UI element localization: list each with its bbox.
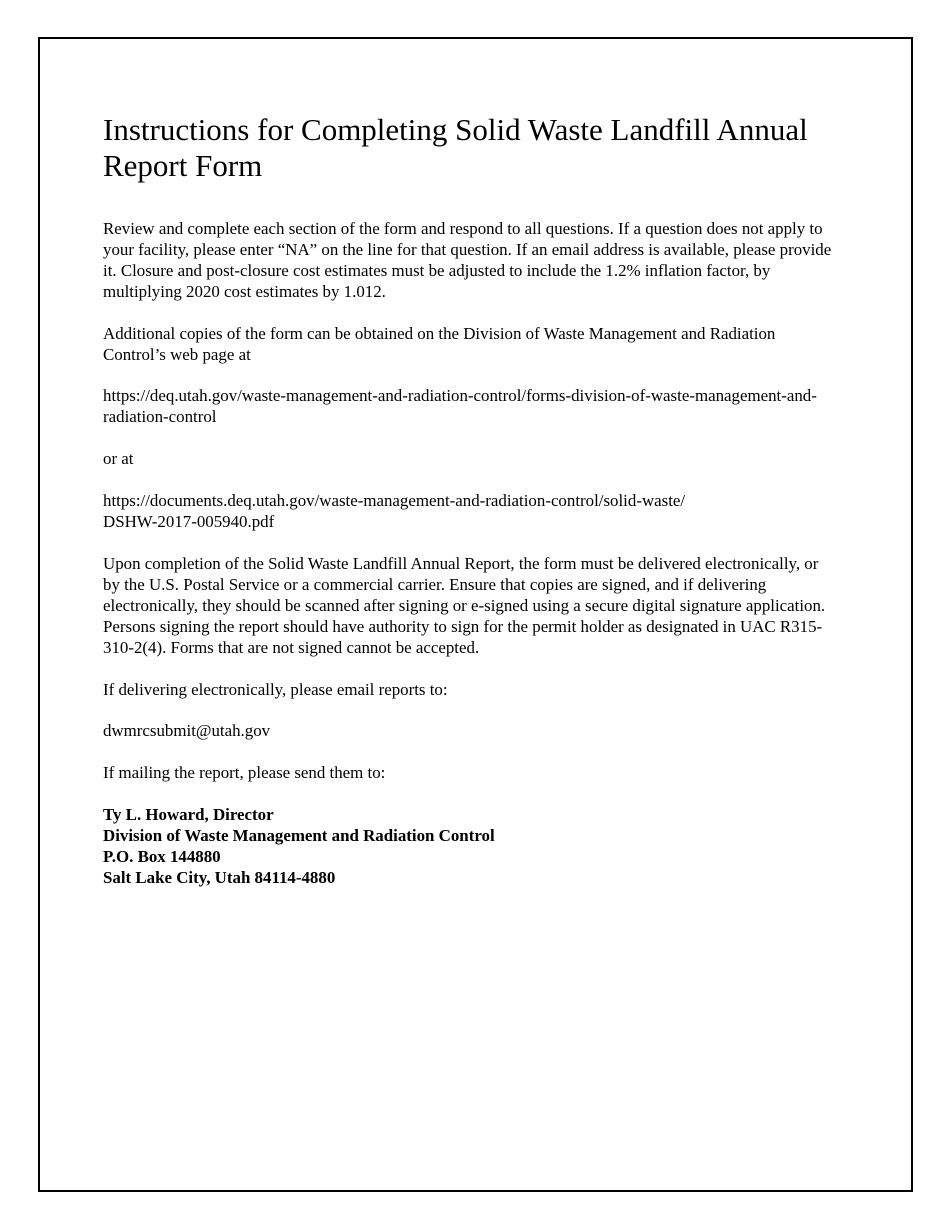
- completion-paragraph: Upon completion of the Solid Waste Landfill Annual Report, the form must be delivered electronically, or by the U.S. Postal Service or a commercial carrier. Ensure that copies are signed, and if delivering electronically, they should be scanned after signing or e-signed using a secure digital signature application. Persons signing the report should have authority to sign for the permit holder as designated in UAC R315-310-2(4). Forms that are not signed cannot be accepted.: [103, 553, 826, 657]
- pdf-url-line1: https://documents.deq.utah.gov/waste-management-and-radiation-control/solid-waste/: [103, 491, 686, 511]
- email-intro: If delivering electronically, please email reports to:: [103, 679, 448, 699]
- or-at-text: or at: [103, 449, 134, 469]
- forms-url: https://deq.utah.gov/waste-management-and-radiation-control/forms-division-of-waste-management-and-radiation-control: [103, 386, 817, 427]
- copies-paragraph: Additional copies of the form can be obtained on the Division of Waste Management and Radiation Control’s web page at: [103, 323, 776, 364]
- address-line-division: Division of Waste Management and Radiation Control: [103, 826, 495, 846]
- pdf-url: [103, 491, 833, 533]
- document-body: [103, 112, 833, 889]
- email-address: dwmrcsubmit@utah.gov: [103, 721, 271, 741]
- mailing-address: [103, 805, 833, 889]
- page-title: Instructions for Completing Solid Waste Landfill Annual Report Form: [103, 112, 808, 183]
- address-line-director: Ty L. Howard, Director: [103, 805, 274, 825]
- address-line-pobox: P.O. Box 144880: [103, 847, 221, 867]
- pdf-url-line2: DSHW-2017-005940.pdf: [103, 512, 275, 532]
- mail-intro: If mailing the report, please send them to:: [103, 763, 386, 783]
- intro-paragraph: Review and complete each section of the form and respond to all questions. If a question does not apply to your facility, please enter “NA” on the line for that question. If an email address is available, please provide it. Closure and post-closure cost estimates must be adjusted to include the 1.2% inflation factor, by multiplying 2020 cost estimates by 1.012.: [103, 219, 832, 301]
- address-line-city: Salt Lake City, Utah 84114-4880: [103, 867, 336, 887]
